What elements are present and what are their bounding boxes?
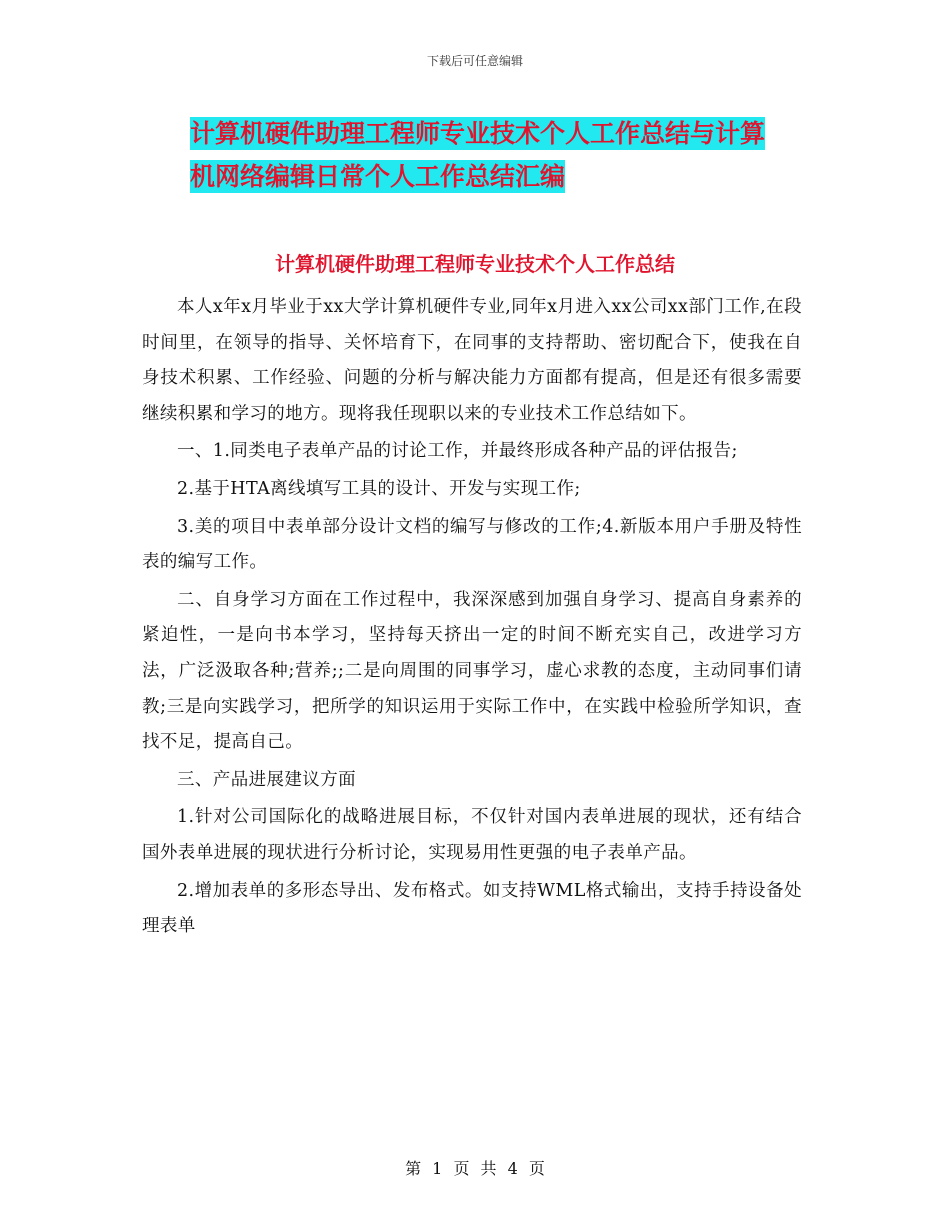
paragraph-suggestion-1: 1.针对公司国际化的战略进展目标，不仅针对国内表单进展的现状，还有结合国外表单进展的现状进行分析讨论，实现易用性更强的电子表单产品。: [142, 807, 802, 863]
document-body: [142, 290, 802, 947]
paragraph-section-3-heading: 三、产品进展建议方面: [177, 769, 356, 790]
paragraph-self-study: 二、自身学习方面在工作过程中，我深深感到加强自身学习、提高自身素养的紧迫性，一是向书本学习，坚持每天挤出一定的时间不断充实自己，改进学习方法，广泛汲取各种;营养;;二是向周围的同事学习，虚心求教的态度，主动同事们请教;三是向实践学习，把所学的知识运用于实际工作中，在实践中检验所学知识，查找不足，提高自己。: [142, 589, 802, 753]
section-title: 计算机硬件助理工程师专业技术个人工作总结: [275, 252, 675, 276]
download-note: 下载后可任意编辑: [426, 54, 523, 68]
paragraph-item-1: 一、1.同类电子表单产品的讨论工作，并最终形成各种产品的评估报告;: [177, 441, 738, 462]
paragraph-suggestion-2: 2.增加表单的多形态导出、发布格式。如支持WML格式输出，支持手持设备处理表单: [142, 880, 802, 937]
paragraph-item-2: 2.基于HTA离线填写工具的设计、开发与实现工作;: [177, 478, 581, 499]
paragraph-item-3-4: 3.美的项目中表单部分设计文档的编写与修改的工作;4.新版本用户手册及特性表的编写工作。: [142, 516, 802, 573]
page-footer: 第 1 页 共 4 页: [405, 1159, 545, 1178]
title-line-1: 计算机硬件助理工程师专业技术个人工作总结与计算: [190, 119, 766, 148]
title-line-2: 机网络编辑日常个人工作总结汇编: [190, 162, 566, 191]
document-title: [190, 112, 830, 198]
paragraph-intro: 本人x年x月毕业于xx大学计算机硬件专业,同年x月进入xx公司xx部门工作,在段时间里，在领导的指导、关怀培育下，在同事的支持帮助、密切配合下，使我在自身技术积累、工作经验、问题的分析与解决能力方面都有提高，但是还有很多需要继续积累和学习的地方。现将我任现职以来的专业技术工作总结如下。: [142, 297, 802, 424]
